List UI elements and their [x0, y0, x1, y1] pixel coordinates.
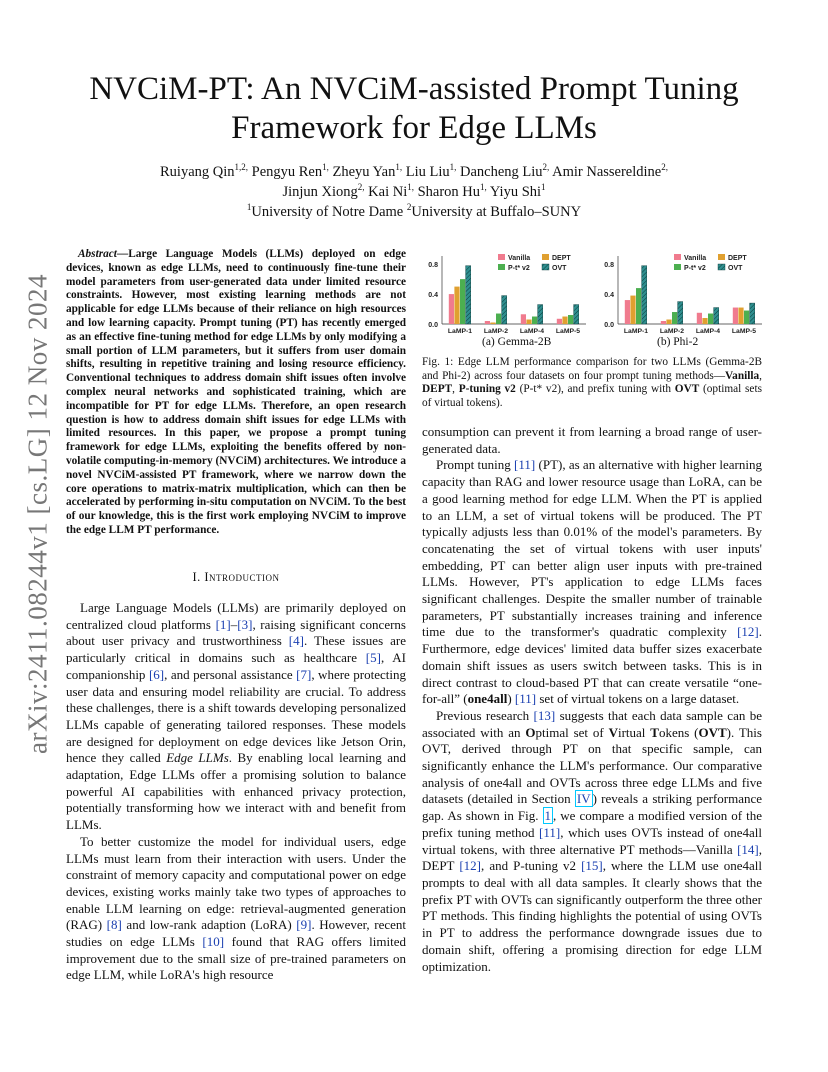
- chart-0-bar: [521, 314, 526, 324]
- chart-1-xtick: LaMP-5: [731, 328, 757, 335]
- chart-1-bar: [714, 308, 719, 324]
- chart-1-bar: [733, 308, 738, 324]
- chart-0-ytick: 0.0: [428, 322, 438, 329]
- affiliations: $^1$University of Notre Dame $^2$University at Buffalo–SUNY: [246, 202, 582, 220]
- chart-0-xtick: LaMP-5: [555, 328, 581, 335]
- chart-0-bar: [557, 319, 562, 324]
- chart-1-bar: [702, 318, 707, 324]
- chart-0-bar: [454, 287, 459, 324]
- chart-1-bar: [625, 300, 630, 324]
- chart-1-legend-label: P-t* v2: [684, 265, 706, 272]
- abstract: [66, 248, 406, 538]
- chart-0-legend-label: DEPT: [552, 255, 571, 262]
- intro-left-column: [66, 600, 406, 984]
- chart-1-bar: [744, 311, 749, 324]
- chart-1-bar: [672, 312, 677, 324]
- chart-0-bar: [538, 305, 543, 324]
- chart-1-bar: [661, 321, 666, 324]
- chart-0-legend-label: Vanilla: [508, 255, 531, 262]
- subcaption-a: (a) Gemma-2B: [482, 336, 552, 348]
- chart-1-xtick: LaMP-4: [695, 328, 721, 335]
- chart-0-legend-swatch: [498, 264, 505, 270]
- chart-0-xtick: LaMP-1: [447, 328, 473, 335]
- chart-1-bar: [636, 288, 641, 324]
- chart-0-bar: [496, 314, 501, 324]
- chart-0-bar: [562, 317, 567, 324]
- chart-0-legend-swatch: [498, 254, 505, 260]
- arxiv-id-text: arXiv:2411.08244v1 [cs.LG] 12 Nov 2024: [22, 274, 53, 754]
- paper-title: NVCiM-PT: An NVCiM-assisted Prompt Tuning Framework for Edge LLMs: [89, 71, 739, 146]
- chart-0-xtick: LaMP-2: [483, 328, 509, 335]
- chart-1-legend-label: DEPT: [728, 255, 747, 262]
- chart-0-legend-swatch: [542, 254, 549, 260]
- chart-0-bar: [502, 296, 507, 324]
- author-block: [60, 162, 768, 222]
- chart-1-xtick: LaMP-2: [659, 328, 685, 335]
- chart-1-legend-swatch: [718, 254, 725, 260]
- chart-0-bar: [532, 317, 537, 324]
- abstract-label: Abstract: [78, 248, 117, 260]
- subcaption-b: (b) Phi-2: [657, 336, 699, 348]
- chart-0-legend-label: P-t* v2: [508, 265, 530, 272]
- chart-1-bar: [738, 308, 743, 324]
- right-paragraph-1: Prompt tuning [ 11 ] (PT), as an alternative with higher learning capacity than RAG and lower resource usage than LoRA, can be a good learning method for edge LLM. When the PT is applied to an LLM, a set of virtual tokens will be produced. The PT typically adjusts less than 0.01% of the model's parameters. By concatenating the set of virtual tokens with user inputs' embedding, PT can better align user inputs with pre-trained LLMs. However, PT's application to edge LLMs faces significant challenges. Despite the smaller number of trainable parameters, PT substantially increases training and inference time due to the transformer's quadratic complexity [ 12 ] . Furthermore, edge devices' limited data buffer sizes exacerbate domain shift issues as users switch between tasks. This is in direct contrast to cloud-based PT that can create versatile “one-for-all” (one4all) [ 11 ] set of virtual tokens on a large dataset.: [422, 457, 762, 708]
- chart-0-ytick: 0.4: [428, 292, 438, 300]
- chart-1-ytick: 0.0: [604, 322, 614, 329]
- chart-0-ytick: 0.8: [428, 262, 438, 270]
- chart-0-bar: [449, 294, 454, 324]
- chart-1-ytick: 0.8: [604, 262, 614, 270]
- chart-1-legend-swatch: [674, 254, 681, 260]
- chart-0-legend-label: OVT: [552, 265, 567, 272]
- chart-1-bar: [666, 320, 671, 324]
- chart-1-bar: [642, 266, 647, 324]
- chart-1-legend-swatch: [674, 264, 681, 270]
- section-heading-text: I. Introduction: [192, 570, 280, 584]
- chart-1-bar: [750, 303, 755, 324]
- chart-1-bar: [708, 314, 713, 324]
- chart-1-legend-label: Vanilla: [684, 255, 707, 262]
- right-paragraph-0: consumption can prevent it from learning a broad range of user-generated data.: [422, 424, 762, 456]
- chart-0-bar: [460, 279, 465, 324]
- chart-1-bar: [697, 313, 702, 324]
- figure-1: [420, 248, 766, 356]
- arxiv-identifier: [18, 268, 58, 760]
- chart-0-xtick: LaMP-4: [519, 328, 545, 335]
- chart-1-legend-label: OVT: [728, 265, 743, 272]
- chart-0-legend-swatch: [542, 264, 549, 270]
- chart-1-bar: [678, 302, 683, 324]
- intro-paragraph-1: Large Language Models (LLMs) are primarily deployed on centralized cloud platforms [ 1 ] –[ 3 ] , raising significant concerns about user privacy and trustworthiness [ 4 ] . These issues are particularly critical in domains such as healthcare [ 5 ] , AI companionship [ 6 ] , and personal assistance [ 7 ] , where protecting user data and ensuring model reliability are crucial. To address these challenges, there is a shift towards developing personalized LLMs capable of generating tailored responses. These models are designed for deployment on edge devices like Jetson Orin, hence they called Edge LLMs. By enabling local learning and adaptation, Edge LLMs offer a promising solution to balance powerful AI capabilities with enhanced privacy protection, potentially transforming how we interact with and benefit from LLMs.: [66, 600, 406, 834]
- right-paragraph-2: Previous research [ 13 ] suggests that each data sample can be associated with an Optimal set of Virtual Tokens (OVT). This OVT, derived through PT on that specific sample, can significantly enhance the LLM's performance. Our comparative analysis of one4all and OVTs across three edge LLMs and five datasets (detailed in Section IV ) reveals a striking performance gap. As shown in Fig. 1 , we compare a modified version of the prefix tuning method [ 11 ] , which uses OVTs instead of one4all virtual tokens, with three alternative PT methods—Vanilla [ 14 ] , DEPT [ 12 ] , and P-tuning v2 [ 15 ] , where the LLM use one4all prompts to deal with all data samples. It clearly shows that the prefix PT with OVTs can significantly outperform the three other PT methods. This finding highlights the potential of using OVTs in PT to address the performance downgrade issues due to domain shift, offering a promising direction for edge LLM optimization.: [422, 708, 762, 975]
- authors-line-1: Ruiyang Qin$^{1,2,}$ Pengyu Ren$^{1,}$ Zheyu Yan$^{1,}$ Liu Liu$^{1,}$ Dancheng Liu$^{2,}$ Amir Nassereldine$^{2,}$: [160, 162, 668, 180]
- intro-right-column: [422, 424, 762, 975]
- chart-1-xtick: LaMP-1: [623, 328, 649, 335]
- chart-0-bar: [485, 321, 490, 324]
- chart-0-bar: [526, 320, 531, 324]
- chart-0-bar: [490, 323, 495, 324]
- section-heading-introduction: [66, 570, 406, 585]
- figure-caption: Fig. 1: Edge LLM performance comparison for two LLMs (Gemma-2B and Phi-2) across four datasets on four prompt tuning methods—Vanilla, DEPT, P-tuning v2 (P-t* v2), and prefix tuning with OVT (optimal sets of virtual tokens).: [422, 356, 762, 409]
- intro-paragraph-2: To better customize the model for individual users, edge LLMs must learn from their interaction with users. Under the constraint of memory capacity and computational power on edge devices, existing works mainly take two types of approaches to enable LLM learning on edge: retrieval-augmented generation (RAG) [ 8 ] and low-rank adaption (LoRA) [ 9 ] . However, recent studies on edge LLMs [ 10 ] found that RAG offers limited improvement due to the small size of pre-trained parameters on edge LLM, while LoRA's high resource: [66, 834, 406, 984]
- abstract-text: —Large Language Models (LLMs) deployed on edge devices, known as edge LLMs, need to continuously fine-tune their model parameters from user-generated data under limited resource constraints. However, most existing learning methods are not applicable for edge LLMs because of their reliance on high resources and low learning capacity. Prompt tuning (PT) has recently emerged as an effective fine-tuning method for edge LLMs by only modifying a small portion of LLM parameters, but it suffers from user domain shifts, resulting in repetitive training and losing resource efficiency. Conventional techniques to address domain shift issues often involve complex neural networks and sophisticated training, which are incompatible for PT for edge LLMs. Therefore, an open research question is how to address domain shift issues for edge LLMs with limited resources. In this paper, we propose a prompt tuning framework for edge LLMs, exploiting the benefits offered by non-volatile computing-in-memory (NVCiM) architectures. We introduce a novel NVCiM-assisted PT framework, where we narrow down the core operations to matrix-matrix multiplication, which can then be accelerated by performing in-situ computation on NVCiM. To the best of our knowledge, this is the first work employing NVCiM to improve the edge LLM PT performance.: [66, 248, 406, 536]
- chart-1-bar: [630, 296, 635, 324]
- authors-line-2: Jinjun Xiong$^{2,}$ Kai $Ni^{1,}$ Sharon $Hu^{1,}$ Yiyu Shi$^1$: [282, 182, 546, 200]
- chart-1-legend-swatch: [718, 264, 725, 270]
- chart-1-ytick: 0.4: [604, 292, 614, 300]
- chart-0-bar: [568, 315, 573, 324]
- chart-0-bar: [466, 266, 471, 324]
- chart-0-bar: [574, 305, 579, 324]
